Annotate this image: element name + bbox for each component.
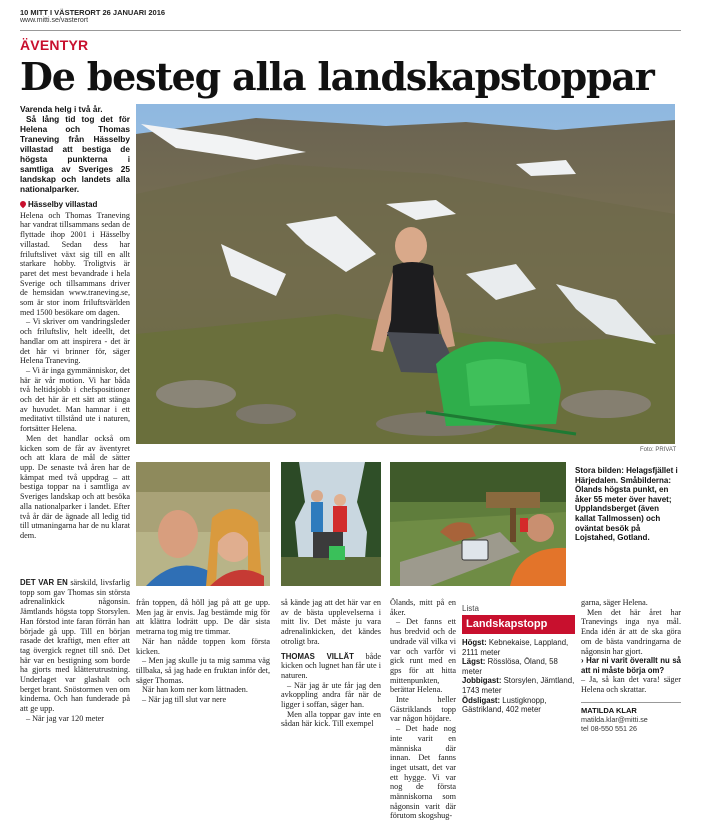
fact-value: Storsylen, Jämtland, 1743 meter bbox=[462, 676, 575, 695]
fact-row bbox=[462, 696, 575, 715]
photo-caption bbox=[575, 466, 681, 543]
question-text: Har ni varit överallt nu så att ni måste börja om? bbox=[581, 656, 681, 675]
paragraph: Ölands, mitt på en åker. bbox=[390, 598, 456, 617]
paragraph: När han kom ner kom lättnaden. bbox=[142, 685, 248, 695]
paragraph: – Men jag skulle ju ta mig samma väg tillbaka, så jag hade en fruktan inför det, säger Thomas. bbox=[136, 656, 270, 685]
paragraph: från toppen, då höll jag på att ge upp. Men jag är envis. Jag bestämde mig för att klättra lodrätt upp. De där sista metrarna tog mig tre timmar. bbox=[136, 598, 270, 637]
fact-label: Ödsligast: bbox=[462, 695, 501, 705]
column-4 bbox=[390, 598, 456, 821]
paragraph: – När jag är ute får jag den avkoppling andra får när de ligger i soffan, säger han. bbox=[281, 680, 381, 710]
fact-label: Lägst: bbox=[462, 657, 486, 667]
paragraph: garna, säger Helena. bbox=[581, 598, 648, 607]
fact-box-title: Landskapstopp bbox=[462, 615, 575, 634]
fact-label: Jobbigast: bbox=[462, 676, 502, 686]
ingress-lead: Varenda helg i två år. bbox=[20, 104, 103, 114]
location-pin-icon bbox=[19, 200, 27, 208]
caption-lead: Stora bilden: bbox=[575, 466, 624, 475]
fact-row bbox=[462, 657, 575, 676]
paragraph: så kände jag att det här var en av de bästa upplevelserna i mitt liv. Det måste ju vara adrenalinkicken, det kändes otroligt bra. bbox=[281, 598, 381, 646]
dateline bbox=[20, 200, 130, 210]
section-label: ÄVENTYR bbox=[20, 37, 89, 53]
fact-box-tag: Lista bbox=[462, 604, 479, 613]
run-in-heading: DET VAR EN bbox=[20, 578, 68, 587]
column-5 bbox=[581, 598, 681, 733]
paragraph-text: särskild, livsfarlig topp som gav Thomas sin största adrenalinkick någonsin. Jämtlands högsta topp Storsylen. Han förstod inte faran förrän han började gå upp. Till en början rasade det kraftigt, men efter att tag övergick regnet till snö. Det här var en bestigning som borde ha gjorts med klätterutrustning. Underlaget var glashalt och berget brant. Snöstormen ven om kinderna. Och han funderade på att ge upp. bbox=[20, 578, 130, 714]
main-photo bbox=[136, 104, 675, 444]
page-info: 10 MITT I VÄSTERORT 26 JANUARI 2016 bbox=[20, 8, 166, 17]
paragraph bbox=[20, 578, 130, 714]
byline-email[interactable]: matilda.klar@mitti.se bbox=[581, 715, 648, 725]
fact-box-body bbox=[462, 634, 575, 715]
column-1-bottom bbox=[20, 578, 130, 724]
paragraph: Men det här året har Tranevings inga nya mål. Enda idén är att de ska göra om de bästa vandringarna de någonsin har gjort. bbox=[581, 607, 681, 656]
photo-gotland bbox=[390, 462, 566, 586]
picnic-photo-illustration bbox=[390, 462, 566, 586]
paragraph: – Det fanns ett hus bredvid och de undrade väl vilka vi var och varför vi gick runt med en gps för att hitta mittenpunkten, berättar Helena. bbox=[390, 617, 456, 695]
paragraph bbox=[281, 652, 381, 681]
page-url[interactable]: www.mitti.se/vasterort bbox=[20, 17, 89, 24]
paragraph: – Det hade nog inte varit en människa där innan. Det fanns inget utsatt, det var ett hygge. Vi var nog de första människorna som någonsin varit där förutom skogshug- bbox=[390, 724, 456, 821]
paragraph: Helena och Thomas Traneving har vandrat tillsammans sedan de flyttade ihop 2001 i Hässelby villastad. Sedan dess har friluftslivet växt sig till en allt starkare hobby. Troligtvis är paret det mest bevandrade i hela Sverige och tillsammans driver de hemsidan www.traneving.se, som är stor inom friluftsvärlden med 1500 besökare om dagen. bbox=[20, 210, 130, 317]
fact-row bbox=[462, 676, 575, 695]
caption-text: Helagsfjället i Härjedalen. Småbilderna: Ölands högsta punkt, en åker 55 meter över havet; Upplandsberget (även kallat Tallmossen) och oväntat besök på Lojstahed, Gotland. bbox=[575, 466, 678, 543]
ingress-text: Så lång tid tog det för Helena och Thomas Traneving från Hässelby villastad att bestiga de högsta punkterna i samtliga av Sveriges 25 landskap och landets alla nationalparker. bbox=[20, 114, 130, 194]
paragraph-text: både kicken och lugnet han får ute i naturen. bbox=[281, 651, 381, 680]
fact-row bbox=[462, 638, 575, 657]
mountain-photo-illustration bbox=[136, 104, 675, 444]
answer: – Ja, så kan det vara! säger Helena och skrattar. bbox=[581, 675, 681, 694]
ingress bbox=[20, 104, 130, 194]
header-rule bbox=[20, 30, 681, 31]
paragraph: – Vi är inga gymmänniskor, det här är vår motion. Vi har båda två heltidsjobb i chefspositioner och det här är ett sätt att stänga av huvudet. Man hamnar i ett meditativt tillstånd ute i naturen, fortsätter Helena. bbox=[20, 365, 130, 434]
run-in-heading: THOMAS VILLÄT bbox=[281, 651, 354, 661]
byline-phone: tel 08-550 551 26 bbox=[581, 724, 637, 734]
fact-box bbox=[462, 604, 575, 715]
byline bbox=[581, 702, 681, 734]
byline-name: MATILDA KLAR bbox=[581, 705, 637, 715]
paragraph: – När jag var 120 meter bbox=[26, 713, 104, 723]
fact-label: Högst: bbox=[462, 638, 487, 647]
photo-uppland bbox=[281, 462, 381, 586]
fact-value: Lustigknopp, Gästrikland, 402 meter bbox=[462, 695, 547, 715]
dateline-text: Hässelby villastad bbox=[28, 200, 98, 209]
paragraph: När han nådde toppen kom första kicken. bbox=[136, 636, 270, 656]
headline: De besteg alla landskapstoppar bbox=[20, 54, 654, 99]
question: › Har ni varit överallt nu så att ni måste börja om? bbox=[581, 656, 681, 675]
photo-credit: Foto: PRIVAT bbox=[640, 447, 677, 453]
column-1 bbox=[20, 104, 130, 541]
paragraph: Men det handlar också om kicken som de får av äventyret och att klara de mål de sätter upp. De senaste två åren har de kämpat med två uppdrag – att bestiga toppar na i samtliga av Sveriges landskap och att besöka alla nationalparker i landet. Efter två år där de ägnade all ledig tid till utmaningarna har de nu klarat dem. bbox=[20, 433, 130, 540]
paragraph: Men alla toppar gav inte en sådan här kick. Till exempel bbox=[281, 709, 381, 729]
forest-photo-illustration bbox=[281, 462, 381, 586]
fact-value: Kebnekaise, Lappland, 2111 meter bbox=[462, 638, 569, 657]
paragraph: – När jag till slut var nere bbox=[142, 695, 227, 705]
column-2 bbox=[136, 598, 270, 705]
fact-value: Rösslösa, Öland, 58 meter bbox=[462, 657, 558, 676]
selfie-photo-illustration bbox=[136, 462, 270, 586]
paragraph: – Vi skriver om vandringsleder och friluftsliv, helt ideellt, det handlar om att inspirera - det är det här vi brinner för, säger Helena Traneving. bbox=[20, 317, 130, 366]
column-3 bbox=[281, 598, 381, 729]
paragraph: Inte heller Gästriklands topp var någon höjdare. bbox=[390, 695, 456, 724]
photo-oland bbox=[136, 462, 270, 586]
